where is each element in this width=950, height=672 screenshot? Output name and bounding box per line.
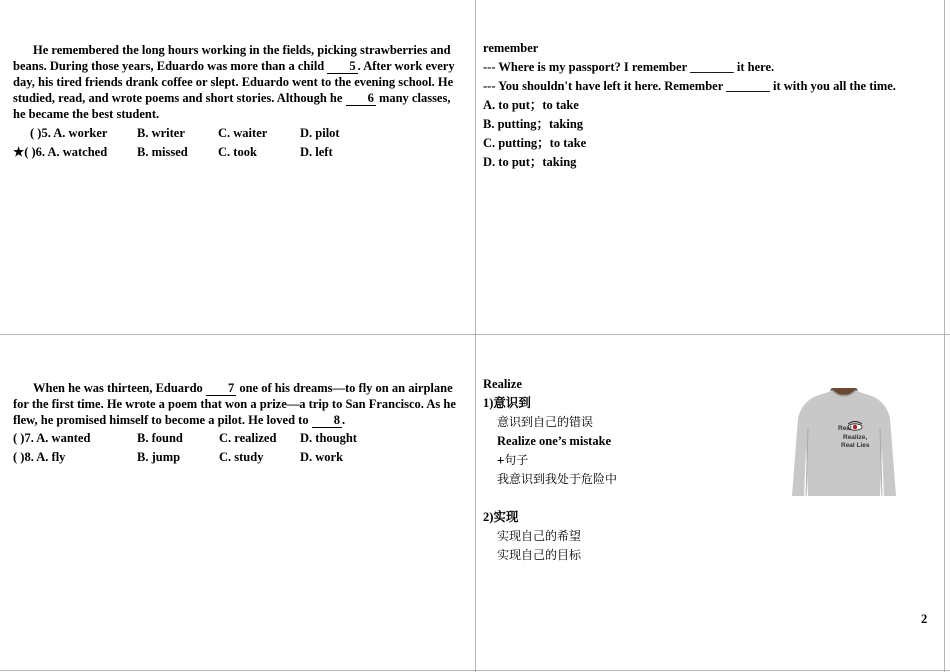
question-8-option-c: C. study (219, 450, 264, 464)
sense-2-example-1: 实现自己的希望 (497, 529, 582, 543)
question-7-option-c: C. realized (219, 431, 277, 445)
choice-a: A. to put；to take (483, 98, 579, 112)
passage-text: . (341, 413, 346, 427)
passage-paragraph-1 (13, 42, 465, 122)
question-5-option-b: B. writer (137, 126, 185, 140)
dialog-line-1: --- Where is my passport? I remember _______ it here. (483, 60, 775, 74)
question-5-option-a: ( )5. A. worker (30, 126, 108, 140)
question-7-option-d: D. thought (300, 431, 357, 445)
page-number: 2 (921, 612, 928, 626)
question-6-option-c: C. took (218, 145, 257, 159)
right-edge-line (944, 0, 945, 672)
shirt-text-1: Real (838, 425, 852, 432)
question-8-option-d: D. work (300, 450, 344, 464)
question-7-option-b: B. found (137, 431, 183, 445)
question-5-row (13, 125, 465, 144)
question-6-option-b: B. missed (137, 145, 188, 159)
middle-horizontal-divider (0, 334, 950, 335)
vocab-heading-realize: Realize (483, 377, 522, 391)
blank-8: 8 (312, 414, 342, 428)
question-6-option-d: D. left (300, 145, 333, 159)
bottom-right-panel (483, 376, 783, 566)
question-5-option-d: D. pilot (300, 126, 340, 140)
sense-1-heading: 1)意识到 (483, 396, 531, 410)
question-8-option-a: ( )8. A. fly (13, 450, 66, 464)
question-6-option-a: ★( )6. A. watched (13, 145, 108, 159)
top-left-panel (13, 42, 465, 163)
question-6-row (13, 144, 465, 163)
question-8-row (13, 449, 468, 468)
vocab-heading: remember (483, 41, 539, 55)
sense-2-heading: 2)实现 (483, 510, 519, 524)
dialog-line-2: --- You shouldn't have left it here. Remember _______ it with you all the time. (483, 79, 896, 93)
passage-paragraph-2 (13, 380, 468, 428)
question-8-option-b: B. jump (137, 450, 181, 464)
blank-6: 6 (346, 92, 376, 106)
center-vertical-divider (475, 0, 476, 672)
sense-1-example-3: +句子 (497, 453, 529, 467)
blank-5: 5 (327, 60, 357, 74)
tshirt-image (790, 388, 898, 496)
top-right-panel (483, 40, 938, 173)
sense-1-example-1: 意识到自己的错误 (497, 415, 594, 429)
bottom-left-panel (13, 380, 468, 468)
blank-7: 7 (206, 382, 236, 396)
choice-c: C. putting；to take (483, 136, 587, 150)
shirt-text-3: Real Lies (841, 442, 870, 449)
choice-b: B. putting；taking (483, 117, 584, 131)
question-7-row (13, 430, 468, 449)
sense-1-example-4: 我意识到我处于危险中 (497, 472, 618, 486)
choice-d: D. to put；taking (483, 155, 577, 169)
passage-text: many classes, he became the best student. (13, 91, 451, 121)
question-5-option-c: C. waiter (218, 126, 268, 140)
sense-1-example-2: Realize one’s mistake (497, 434, 612, 448)
shirt-text-2: Realize, (843, 434, 868, 441)
bottom-edge-line (0, 670, 950, 671)
passage-text: He remembered the long hours working in the fields, picking strawberries and beans. During those years, Eduardo was more than a child (13, 43, 451, 73)
sense-2-example-2: 实现自己的目标 (497, 548, 582, 562)
passage-text: one of his dreams—to fly on an airplane for the first time. He wrote a poem that won a prize—a trip to San Francisco. As he flew, he promised himself to become a pilot. He loved to (13, 381, 456, 427)
question-7-option-a: ( )7. A. wanted (13, 431, 91, 445)
passage-text: When he was thirteen, Eduardo (33, 381, 203, 395)
passage-text: . After work every day, his tired friends drank coffee or slept. Eduardo went to the evening school. He studied, read, and wrote poems and short stories. Although he (13, 59, 455, 105)
